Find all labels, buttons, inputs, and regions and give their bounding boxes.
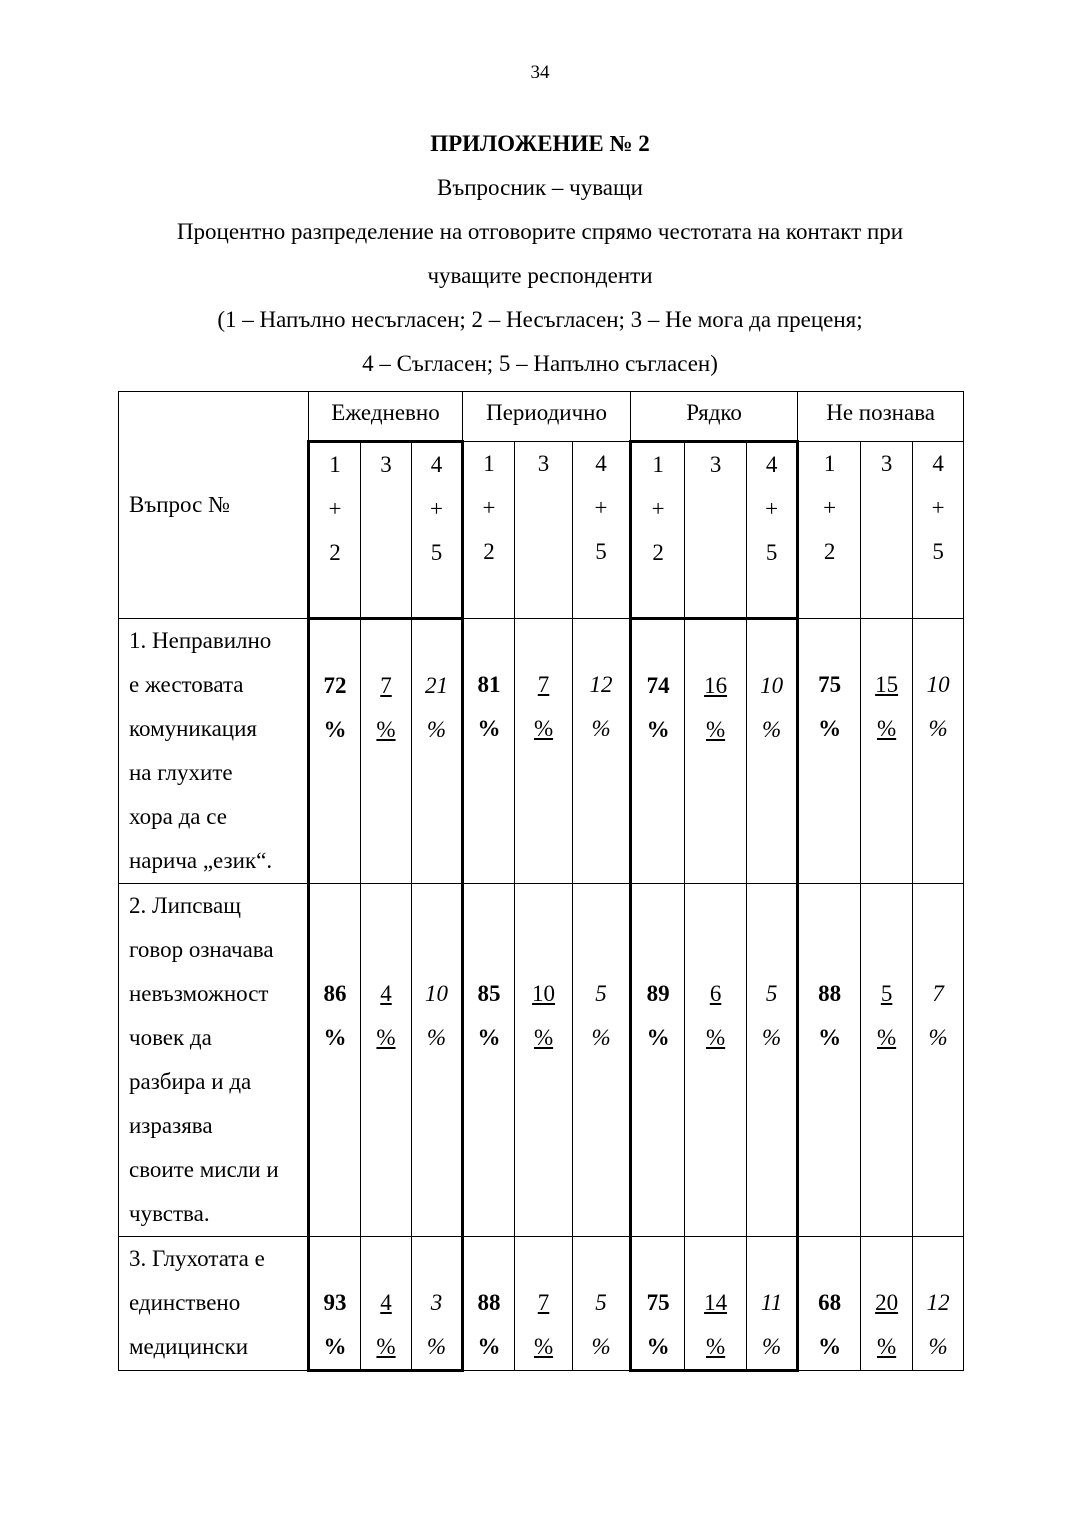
question-row: [119, 619, 964, 884]
percent-sign: %: [761, 1334, 782, 1359]
percentage-value: 3: [430, 1290, 443, 1315]
percentage-cell: [798, 1237, 861, 1371]
percent-sign: %: [376, 717, 396, 742]
percent-sign: %: [533, 1334, 554, 1359]
answer-code-header: [412, 442, 463, 619]
percent-sign: %: [591, 716, 611, 741]
answer-code-line: 2: [652, 540, 664, 565]
percentage-cell: [747, 884, 798, 1237]
percentage-value: 12: [926, 1290, 950, 1315]
percentage-cell: [861, 619, 913, 884]
percent-sign: %: [646, 1025, 670, 1050]
percentage-cell: [747, 1237, 798, 1371]
answer-code-line: 1: [329, 452, 341, 477]
answer-code-line: +: [823, 495, 837, 520]
answer-code-header: [913, 442, 964, 619]
questionnaire-subtitle: Въпросник – чуващи: [437, 175, 643, 200]
percentage-cell: [309, 884, 361, 1237]
question-line: нарича „език“.: [129, 848, 273, 873]
answer-code-line: +: [430, 496, 443, 521]
percentage-cell: [631, 884, 685, 1237]
question-text: [119, 1237, 309, 1371]
description-line-1: Процентно разпределение на отговорите спрямо честотата на контакт при: [176, 219, 904, 244]
percent-sign: %: [646, 1334, 670, 1359]
answer-code-line: 5: [430, 540, 443, 565]
group-header: Ежедневно: [309, 392, 463, 442]
answer-code-header: [747, 442, 798, 619]
percentage-value: 7: [380, 673, 392, 698]
percent-sign: %: [818, 1334, 842, 1359]
percent-sign: %: [533, 716, 554, 741]
answer-code-line: 4: [765, 452, 778, 477]
legend-line-1: (1 – Напълно несъгласен; 2 – Несъгласен; 3 – Не мога да преценя;: [217, 307, 863, 332]
percentage-value: 7: [932, 981, 944, 1006]
question-line: невъзможност: [129, 981, 269, 1006]
percent-sign: %: [928, 1334, 948, 1359]
description-line-2: чуващите респонденти: [427, 263, 653, 288]
answer-code-line: 2: [329, 540, 341, 565]
question-line: 1. Неправилно: [129, 628, 272, 653]
percent-sign: %: [477, 1334, 501, 1359]
percentage-cell: [798, 619, 861, 884]
percent-sign: %: [705, 1334, 726, 1359]
percentage-value: 21: [425, 673, 449, 698]
answer-code-line: 2: [483, 539, 495, 564]
percent-sign: %: [426, 717, 447, 742]
percent-sign: %: [761, 717, 782, 742]
percentage-cell: [573, 619, 631, 884]
percentage-cell: [463, 1237, 515, 1371]
question-line: единствено: [129, 1290, 241, 1315]
percentage-cell: [412, 1237, 463, 1371]
percent-sign: %: [705, 1025, 726, 1050]
answer-code-line: 5: [765, 540, 778, 565]
percentage-value: 14: [704, 1290, 728, 1315]
answer-code-line: 5: [932, 539, 944, 564]
percentage-value: 7: [537, 672, 550, 697]
answer-code-line: 4: [932, 451, 944, 476]
percent-sign: %: [818, 1025, 842, 1050]
question-text: [119, 619, 309, 884]
percentage-cell: [463, 884, 515, 1237]
question-text: [119, 884, 309, 1237]
percent-sign: %: [376, 1025, 396, 1050]
percentage-value: 6: [709, 981, 722, 1006]
percentage-value: 88: [818, 981, 842, 1006]
percent-sign: %: [591, 1334, 611, 1359]
answer-code-line: +: [328, 496, 342, 521]
answer-code-line: 5: [595, 539, 607, 564]
answer-code-line: 3: [380, 452, 392, 477]
percent-sign: %: [928, 1025, 948, 1050]
percent-sign: %: [323, 1025, 347, 1050]
question-line: разбира и да: [129, 1069, 252, 1094]
answer-code-line: 4: [595, 451, 607, 476]
question-line: е жестовата: [129, 672, 244, 697]
answer-code-line: 3: [880, 451, 893, 476]
question-line: изразява: [129, 1113, 213, 1138]
question-line: хора да се: [129, 804, 227, 829]
percentage-cell: [631, 1237, 685, 1371]
question-row: [119, 1237, 964, 1371]
question-line: 2. Липсващ: [129, 893, 241, 918]
percentage-value: 20: [875, 1290, 899, 1315]
answer-code-header: [361, 442, 412, 619]
percentage-value: 11: [760, 1290, 783, 1315]
percentage-cell: [747, 619, 798, 884]
answer-code-line: +: [765, 496, 779, 521]
percentage-value: 75: [646, 1290, 670, 1315]
percentage-value: 16: [704, 673, 728, 698]
percent-sign: %: [426, 1025, 447, 1050]
percentage-value: 93: [323, 1290, 347, 1315]
appendix-title: ПРИЛОЖЕНИЕ № 2: [430, 131, 650, 156]
percentage-value: 5: [880, 981, 893, 1006]
answer-code-line: 1: [652, 452, 664, 477]
percentage-cell: [515, 619, 573, 884]
question-row: [119, 884, 964, 1237]
percent-sign: %: [646, 717, 670, 742]
question-line: 3. Глухотата е: [129, 1246, 265, 1271]
survey-table: [118, 391, 964, 1372]
answer-code-line: 1: [823, 451, 836, 476]
question-line: своите мисли и: [129, 1157, 279, 1182]
group-header-row: [119, 392, 964, 442]
percentage-cell: [309, 1237, 361, 1371]
percentage-cell: [412, 619, 463, 884]
percent-sign: %: [323, 717, 347, 742]
percentage-cell: [515, 1237, 573, 1371]
answer-code-header: [631, 442, 685, 619]
percentage-value: 81: [477, 672, 501, 697]
group-header: Не познава: [798, 392, 964, 442]
percentage-cell: [861, 1237, 913, 1371]
answer-code-line: +: [651, 496, 665, 521]
percentage-cell: [361, 619, 412, 884]
question-line: говор означава: [129, 937, 274, 962]
answer-code-line: 2: [823, 539, 836, 564]
page-number: 34: [530, 62, 550, 83]
percentage-cell: [463, 619, 515, 884]
percent-sign: %: [426, 1334, 447, 1359]
question-column-header: Въпрос №: [119, 392, 309, 619]
percentage-cell: [309, 619, 361, 884]
percentage-value: 5: [595, 1290, 607, 1315]
percent-sign: %: [477, 1025, 501, 1050]
percent-sign: %: [818, 716, 842, 741]
percentage-value: 89: [646, 981, 670, 1006]
percent-sign: %: [323, 1334, 347, 1359]
percentage-value: 5: [595, 981, 607, 1006]
percentage-cell: [515, 884, 573, 1237]
percentage-value: 75: [818, 672, 842, 697]
percent-sign: %: [591, 1025, 611, 1050]
question-line: комуникация: [129, 716, 257, 741]
percent-sign: %: [376, 1334, 396, 1359]
percentage-cell: [798, 884, 861, 1237]
question-line: на глухите: [129, 760, 233, 785]
percentage-value: 5: [765, 981, 778, 1006]
group-header: Рядко: [631, 392, 798, 442]
percentage-cell: [573, 1237, 631, 1371]
answer-code-header: [573, 442, 631, 619]
percentage-value: 86: [323, 981, 347, 1006]
percentage-cell: [913, 1237, 964, 1371]
question-line: медицински: [129, 1334, 249, 1359]
percent-sign: %: [477, 716, 501, 741]
percent-sign: %: [533, 1025, 554, 1050]
percent-sign: %: [877, 1334, 897, 1359]
percent-sign: %: [877, 716, 897, 741]
percentage-value: 74: [646, 673, 670, 698]
answer-code-header: [685, 442, 747, 619]
percentage-value: 10: [532, 981, 556, 1006]
percent-sign: %: [761, 1025, 782, 1050]
percent-sign: %: [705, 717, 726, 742]
percentage-cell: [685, 619, 747, 884]
answer-code-line: 4: [430, 452, 443, 477]
percentage-cell: [861, 884, 913, 1237]
percentage-value: 72: [323, 673, 347, 698]
percentage-value: 4: [380, 981, 392, 1006]
answer-code-line: +: [482, 495, 496, 520]
percentage-value: 4: [380, 1290, 392, 1315]
percentage-cell: [913, 619, 964, 884]
percentage-value: 68: [818, 1290, 842, 1315]
percentage-cell: [685, 1237, 747, 1371]
group-header: Периодично: [463, 392, 631, 442]
question-line: човек да: [129, 1025, 212, 1050]
answer-code-header: [861, 442, 913, 619]
percentage-cell: [361, 1237, 412, 1371]
answer-code-line: +: [594, 495, 608, 520]
percentage-cell: [685, 884, 747, 1237]
percentage-value: 10: [926, 672, 950, 697]
percentage-value: 10: [760, 673, 784, 698]
answer-code-header: [463, 442, 515, 619]
percentage-value: 12: [589, 672, 613, 697]
percentage-cell: [573, 884, 631, 1237]
percentage-value: 7: [537, 1290, 550, 1315]
percentage-cell: [361, 884, 412, 1237]
answer-code-line: 1: [483, 451, 495, 476]
answer-code-header: [798, 442, 861, 619]
question-line: чувства.: [129, 1201, 210, 1226]
percentage-cell: [913, 884, 964, 1237]
percentage-value: 85: [477, 981, 501, 1006]
percent-sign: %: [877, 1025, 897, 1050]
percentage-value: 10: [425, 981, 449, 1006]
answer-code-header: [309, 442, 361, 619]
answer-code-line: 3: [709, 452, 722, 477]
percentage-value: 88: [477, 1290, 501, 1315]
percentage-cell: [412, 884, 463, 1237]
answer-code-line: +: [931, 495, 945, 520]
percentage-cell: [631, 619, 685, 884]
percent-sign: %: [928, 716, 948, 741]
answer-code-line: 3: [537, 451, 550, 476]
legend-line-2: 4 – Съгласен; 5 – Напълно съгласен): [362, 351, 718, 376]
percentage-value: 15: [875, 672, 899, 697]
answer-code-header: [515, 442, 573, 619]
